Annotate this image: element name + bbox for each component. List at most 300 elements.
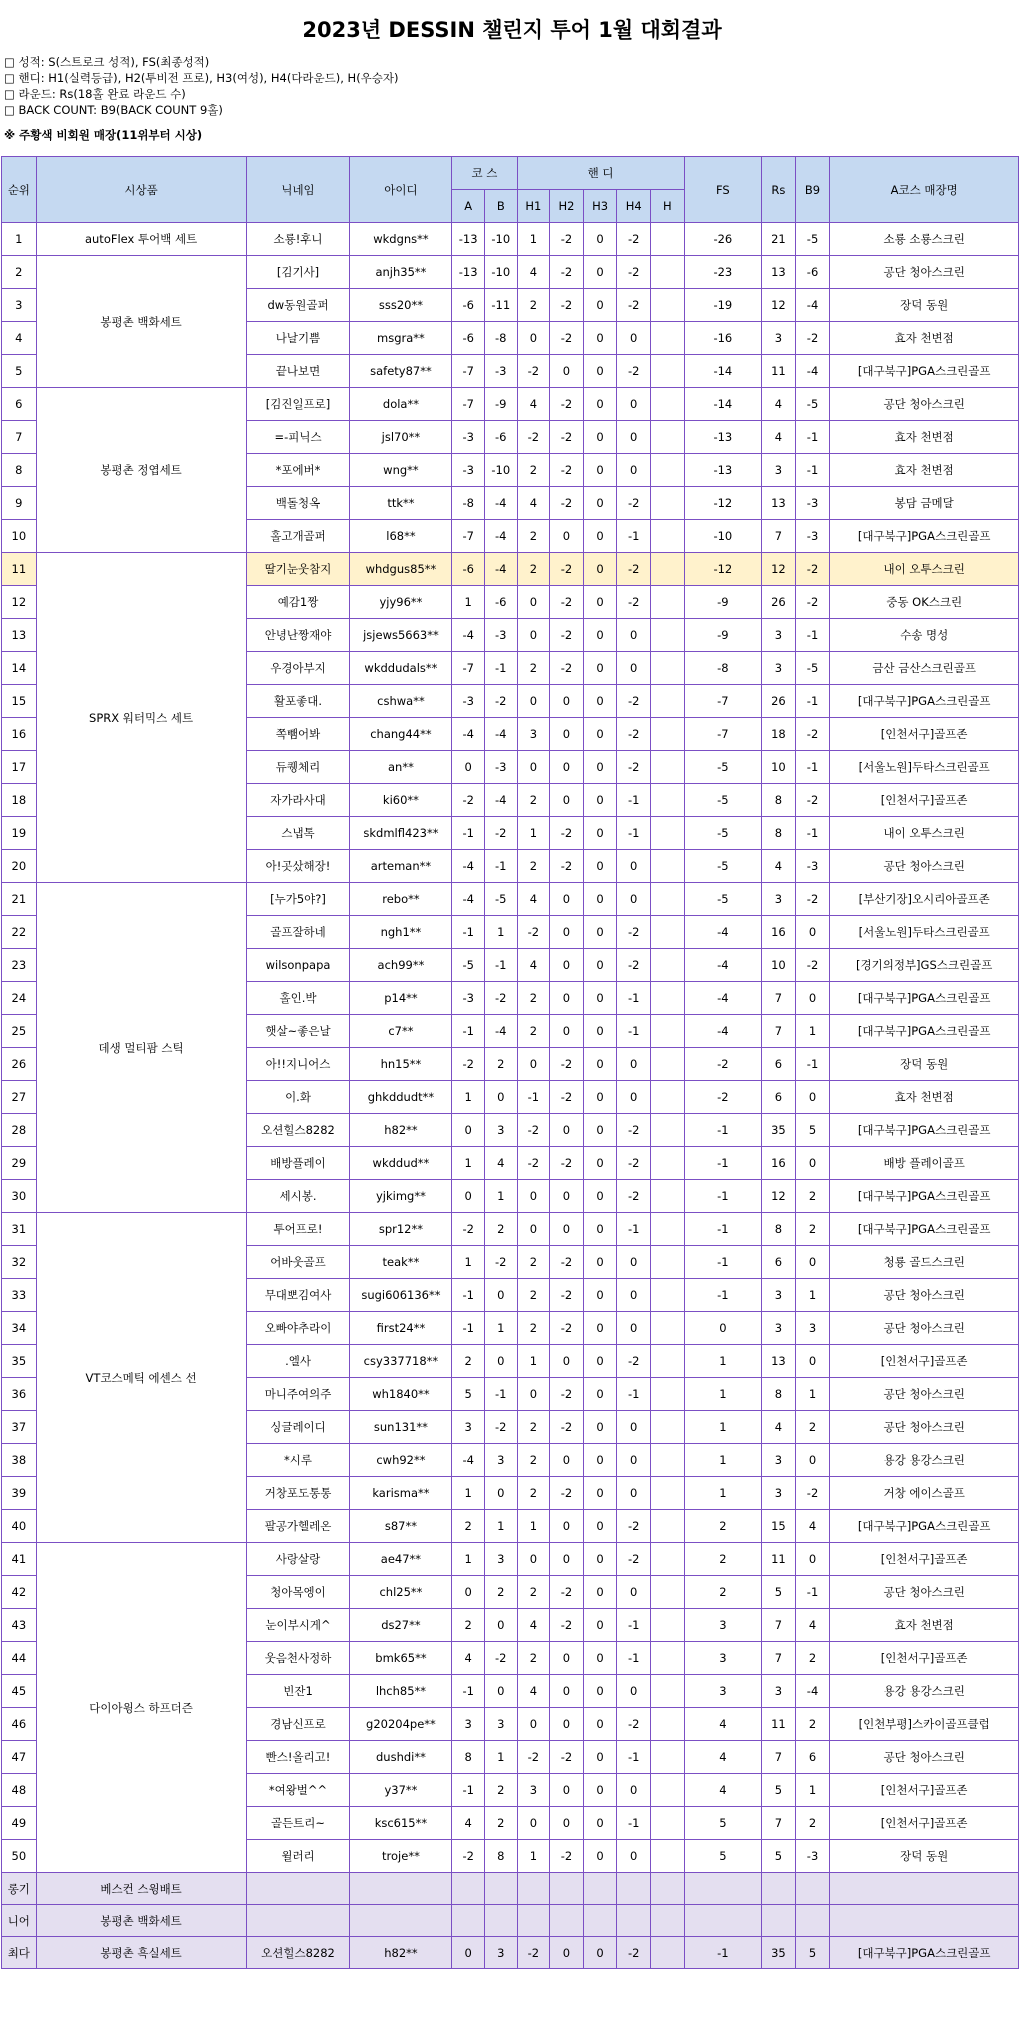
cell-rank: 7 <box>2 421 37 454</box>
cell-handi-h3: 0 <box>583 1708 617 1741</box>
cell-handi-h1: 4 <box>517 388 550 421</box>
table-row <box>2 1213 1019 1246</box>
cell-handi-h1: 0 <box>517 1543 550 1576</box>
cell-id: sun131** <box>350 1411 452 1444</box>
cell-handi-h <box>651 1081 685 1114</box>
special-cell <box>795 1905 830 1937</box>
cell-rank: 19 <box>2 817 37 850</box>
cell-id: dola** <box>350 388 452 421</box>
cell-handi-h4: 0 <box>617 1444 651 1477</box>
cell-handi-h2: 0 <box>550 751 584 784</box>
special-cell: 0 <box>583 1937 617 1969</box>
cell-rank: 12 <box>2 586 37 619</box>
header-h3: H3 <box>583 190 617 223</box>
cell-score-a: 0 <box>452 1576 485 1609</box>
cell-handi-h3: 0 <box>583 883 617 916</box>
cell-handi-h3: 0 <box>583 454 617 487</box>
cell-rank: 4 <box>2 322 37 355</box>
cell-id: anjh35** <box>350 256 452 289</box>
cell-back-count: 0 <box>795 1246 830 1279</box>
cell-store-name: 장덕 동원 <box>830 289 1019 322</box>
results-body <box>2 223 1019 1969</box>
cell-handi-h3: 0 <box>583 1543 617 1576</box>
cell-handi-h3: 0 <box>583 1279 617 1312</box>
cell-id: ki60** <box>350 784 452 817</box>
cell-back-count: 6 <box>795 1741 830 1774</box>
cell-store-name: 공단 청아스크린 <box>830 1279 1019 1312</box>
cell-store-name: [인천서구]골프존 <box>830 784 1019 817</box>
cell-handi-h2: 0 <box>550 916 584 949</box>
special-cell: 니어 <box>2 1905 37 1937</box>
cell-handi-h1: 0 <box>517 322 550 355</box>
cell-handi-h2: -2 <box>550 256 584 289</box>
cell-id: h82** <box>350 1114 452 1147</box>
cell-handi-h1: 2 <box>517 1576 550 1609</box>
cell-handi-h1: 2 <box>517 1279 550 1312</box>
table-row <box>2 256 1019 289</box>
cell-rounds: 16 <box>762 916 796 949</box>
cell-score-a: 1 <box>452 1477 485 1510</box>
cell-rounds: 4 <box>762 1411 796 1444</box>
cell-nickname: 우경아부지 <box>246 652 350 685</box>
cell-handi-h4: -2 <box>617 553 651 586</box>
cell-handi-h1: 0 <box>517 619 550 652</box>
cell-handi-h <box>651 850 685 883</box>
cell-rank: 8 <box>2 454 37 487</box>
cell-handi-h <box>651 223 685 256</box>
cell-back-count: -2 <box>795 949 830 982</box>
cell-handi-h4: 0 <box>617 619 651 652</box>
cell-final-score: 4 <box>684 1708 761 1741</box>
cell-id: skdmlfl423** <box>350 817 452 850</box>
cell-handi-h3: 0 <box>583 322 617 355</box>
cell-handi-h3: 0 <box>583 487 617 520</box>
cell-handi-h2: -2 <box>550 1081 584 1114</box>
cell-rank: 49 <box>2 1807 37 1840</box>
cell-handi-h3: 0 <box>583 1774 617 1807</box>
cell-handi-h4: 0 <box>617 421 651 454</box>
cell-rank: 23 <box>2 949 37 982</box>
cell-id: troje** <box>350 1840 452 1873</box>
note-line: □ 라운드: Rs(18홀 완료 라운드 수) <box>4 87 186 101</box>
cell-store-name: [대구북구]PGA스크린골프 <box>830 1213 1019 1246</box>
cell-handi-h3: 0 <box>583 718 617 751</box>
cell-rounds: 5 <box>762 1576 796 1609</box>
cell-rounds: 13 <box>762 1345 796 1378</box>
cell-nickname: 딸기눈웃참지 <box>246 553 350 586</box>
cell-store-name: 공단 청아스크린 <box>830 388 1019 421</box>
cell-handi-h3: 0 <box>583 586 617 619</box>
cell-score-a: 4 <box>452 1642 485 1675</box>
cell-rank: 42 <box>2 1576 37 1609</box>
cell-store-name: 소룡 소룡스크린 <box>830 223 1019 256</box>
cell-back-count: -2 <box>795 322 830 355</box>
cell-handi-h2: -2 <box>550 388 584 421</box>
cell-back-count: -4 <box>795 1675 830 1708</box>
table-row <box>2 883 1019 916</box>
cell-handi-h2: -2 <box>550 289 584 322</box>
cell-id: teak** <box>350 1246 452 1279</box>
special-cell <box>350 1905 452 1937</box>
cell-nickname: 듀퀭체리 <box>246 751 350 784</box>
warning-note: ※ 주황색 비회원 매장(11위부터 시상) <box>4 128 203 142</box>
cell-score-a: -6 <box>452 289 485 322</box>
cell-id: ach99** <box>350 949 452 982</box>
cell-handi-h4: -2 <box>617 916 651 949</box>
cell-final-score: -7 <box>684 718 761 751</box>
cell-handi-h4: -2 <box>617 685 651 718</box>
cell-handi-h <box>651 1774 685 1807</box>
cell-score-a: -2 <box>452 1213 485 1246</box>
cell-score-a: -1 <box>452 1774 485 1807</box>
cell-id: arteman** <box>350 850 452 883</box>
cell-score-b: -10 <box>484 223 517 256</box>
cell-rank: 18 <box>2 784 37 817</box>
cell-rounds: 11 <box>762 1708 796 1741</box>
cell-handi-h2: 0 <box>550 949 584 982</box>
cell-rank: 15 <box>2 685 37 718</box>
prize-cell: 봉평촌 정엽세트 <box>36 388 246 553</box>
cell-score-a: -4 <box>452 883 485 916</box>
cell-handi-h <box>651 388 685 421</box>
cell-handi-h2: -2 <box>550 1312 584 1345</box>
prize-cell: 봉평촌 백화세트 <box>36 256 246 388</box>
cell-handi-h2: -2 <box>550 619 584 652</box>
cell-nickname: 팔공가헬레온 <box>246 1510 350 1543</box>
cell-rounds: 3 <box>762 1477 796 1510</box>
cell-id: wkddudals** <box>350 652 452 685</box>
cell-id: sss20** <box>350 289 452 322</box>
cell-handi-h3: 0 <box>583 982 617 1015</box>
cell-id: lhch85** <box>350 1675 452 1708</box>
cell-handi-h <box>651 1642 685 1675</box>
cell-score-a: -1 <box>452 1015 485 1048</box>
special-cell <box>762 1905 796 1937</box>
cell-handi-h1: 1 <box>517 223 550 256</box>
header-fs: FS <box>684 157 761 223</box>
cell-rounds: 3 <box>762 652 796 685</box>
special-cell <box>651 1873 685 1905</box>
cell-handi-h1: -2 <box>517 916 550 949</box>
cell-handi-h1: 4 <box>517 949 550 982</box>
cell-score-b: -3 <box>484 355 517 388</box>
cell-id: safety87** <box>350 355 452 388</box>
cell-nickname: dw동원골퍼 <box>246 289 350 322</box>
cell-back-count: -5 <box>795 652 830 685</box>
cell-handi-h3: 0 <box>583 1444 617 1477</box>
cell-handi-h <box>651 1444 685 1477</box>
cell-back-count: -1 <box>795 751 830 784</box>
cell-rounds: 8 <box>762 784 796 817</box>
cell-rounds: 8 <box>762 1213 796 1246</box>
cell-rounds: 3 <box>762 619 796 652</box>
special-award-row <box>2 1873 1019 1905</box>
cell-rounds: 13 <box>762 487 796 520</box>
cell-rounds: 16 <box>762 1147 796 1180</box>
cell-rounds: 21 <box>762 223 796 256</box>
cell-score-b: 3 <box>484 1708 517 1741</box>
cell-rounds: 6 <box>762 1081 796 1114</box>
cell-handi-h1: -2 <box>517 1114 550 1147</box>
cell-rounds: 7 <box>762 1015 796 1048</box>
cell-back-count: -1 <box>795 454 830 487</box>
special-cell <box>484 1905 517 1937</box>
cell-store-name: 용강 용강스크린 <box>830 1444 1019 1477</box>
cell-rank: 35 <box>2 1345 37 1378</box>
cell-handi-h3: 0 <box>583 784 617 817</box>
cell-rank: 20 <box>2 850 37 883</box>
cell-store-name: 용강 용강스크린 <box>830 1675 1019 1708</box>
cell-score-a: -2 <box>452 1048 485 1081</box>
cell-handi-h1: 2 <box>517 1312 550 1345</box>
cell-id: cshwa** <box>350 685 452 718</box>
cell-handi-h4: -2 <box>617 223 651 256</box>
cell-back-count: 1 <box>795 1774 830 1807</box>
cell-score-b: -1 <box>484 850 517 883</box>
special-cell: 0 <box>550 1937 584 1969</box>
cell-final-score: -2 <box>684 1048 761 1081</box>
cell-score-b: -1 <box>484 949 517 982</box>
cell-handi-h1: 2 <box>517 289 550 322</box>
cell-rank: 9 <box>2 487 37 520</box>
cell-handi-h4: -2 <box>617 1147 651 1180</box>
cell-score-b: -1 <box>484 652 517 685</box>
cell-id: jsl70** <box>350 421 452 454</box>
cell-back-count: -1 <box>795 1576 830 1609</box>
cell-rank: 28 <box>2 1114 37 1147</box>
cell-final-score: -12 <box>684 487 761 520</box>
cell-back-count: -4 <box>795 289 830 322</box>
cell-final-score: -5 <box>684 883 761 916</box>
cell-score-a: -7 <box>452 652 485 685</box>
cell-handi-h <box>651 1609 685 1642</box>
cell-handi-h1: 4 <box>517 487 550 520</box>
cell-nickname: 나날기쁨 <box>246 322 350 355</box>
cell-rank: 31 <box>2 1213 37 1246</box>
cell-handi-h2: 0 <box>550 1510 584 1543</box>
cell-id: c7** <box>350 1015 452 1048</box>
cell-id: karisma** <box>350 1477 452 1510</box>
cell-id: cwh92** <box>350 1444 452 1477</box>
cell-back-count: 0 <box>795 1543 830 1576</box>
cell-handi-h1: -2 <box>517 421 550 454</box>
cell-store-name: 공단 청아스크린 <box>830 1576 1019 1609</box>
cell-handi-h4: 0 <box>617 1774 651 1807</box>
cell-rounds: 8 <box>762 817 796 850</box>
cell-back-count: -1 <box>795 685 830 718</box>
cell-handi-h <box>651 916 685 949</box>
table-row <box>2 1543 1019 1576</box>
cell-rank: 40 <box>2 1510 37 1543</box>
cell-handi-h2: 0 <box>550 1708 584 1741</box>
cell-handi-h2: -2 <box>550 487 584 520</box>
cell-score-b: -6 <box>484 421 517 454</box>
special-cell <box>684 1905 761 1937</box>
cell-rounds: 7 <box>762 1609 796 1642</box>
cell-final-score: -5 <box>684 817 761 850</box>
legend-notes <box>0 44 1024 156</box>
cell-rounds: 12 <box>762 289 796 322</box>
cell-id: p14** <box>350 982 452 1015</box>
cell-store-name: [인천부평]스카이골프클럽 <box>830 1708 1019 1741</box>
special-cell: 봉평촌 흑실세트 <box>36 1937 246 1969</box>
cell-nickname: 윌러리 <box>246 1840 350 1873</box>
cell-back-count: 4 <box>795 1609 830 1642</box>
cell-rank: 25 <box>2 1015 37 1048</box>
cell-handi-h2: 0 <box>550 718 584 751</box>
cell-handi-h4: -1 <box>617 817 651 850</box>
cell-handi-h3: 0 <box>583 652 617 685</box>
cell-rounds: 26 <box>762 685 796 718</box>
cell-final-score: -9 <box>684 586 761 619</box>
cell-score-a: 1 <box>452 586 485 619</box>
cell-handi-h4: 0 <box>617 850 651 883</box>
cell-score-b: -4 <box>484 487 517 520</box>
cell-handi-h2: -2 <box>550 553 584 586</box>
cell-score-a: -7 <box>452 388 485 421</box>
cell-handi-h2: -2 <box>550 1477 584 1510</box>
cell-handi-h4: 0 <box>617 1840 651 1873</box>
special-award-row <box>2 1937 1019 1969</box>
cell-nickname: =-피닉스 <box>246 421 350 454</box>
cell-handi-h4: -2 <box>617 949 651 982</box>
header-id: 아이디 <box>350 157 452 223</box>
cell-rounds: 12 <box>762 553 796 586</box>
cell-id: ngh1** <box>350 916 452 949</box>
table-row <box>2 553 1019 586</box>
cell-rank: 47 <box>2 1741 37 1774</box>
cell-rank: 46 <box>2 1708 37 1741</box>
cell-rank: 13 <box>2 619 37 652</box>
cell-store-name: 효자 천변점 <box>830 1081 1019 1114</box>
cell-score-a: -1 <box>452 1312 485 1345</box>
header-b: B <box>484 190 517 223</box>
cell-handi-h3: 0 <box>583 1246 617 1279</box>
prize-cell: 다이아윙스 하프더즌 <box>36 1543 246 1873</box>
cell-nickname: 백돌청옥 <box>246 487 350 520</box>
special-cell <box>452 1873 485 1905</box>
cell-handi-h2: 0 <box>550 1345 584 1378</box>
cell-handi-h3: 0 <box>583 1081 617 1114</box>
cell-handi-h <box>651 652 685 685</box>
cell-handi-h2: 0 <box>550 1180 584 1213</box>
cell-handi-h <box>651 289 685 322</box>
cell-score-b: 4 <box>484 1147 517 1180</box>
cell-back-count: 2 <box>795 1708 830 1741</box>
cell-score-b: 0 <box>484 1081 517 1114</box>
cell-handi-h4: -1 <box>617 520 651 553</box>
cell-handi-h4: -2 <box>617 718 651 751</box>
cell-id: wng** <box>350 454 452 487</box>
cell-handi-h <box>651 883 685 916</box>
cell-rank: 43 <box>2 1609 37 1642</box>
cell-handi-h2: -2 <box>550 223 584 256</box>
cell-handi-h <box>651 1147 685 1180</box>
prize-cell: SPRX 워터믹스 세트 <box>36 553 246 883</box>
cell-handi-h4: -2 <box>617 1708 651 1741</box>
cell-final-score: -2 <box>684 1081 761 1114</box>
results-table <box>1 156 1019 1969</box>
cell-id: jsjews5663** <box>350 619 452 652</box>
cell-handi-h2: 0 <box>550 1114 584 1147</box>
cell-rounds: 8 <box>762 1378 796 1411</box>
cell-score-a: 2 <box>452 1345 485 1378</box>
cell-rank: 48 <box>2 1774 37 1807</box>
cell-score-a: 1 <box>452 1147 485 1180</box>
cell-final-score: -19 <box>684 289 761 322</box>
cell-rank: 38 <box>2 1444 37 1477</box>
cell-handi-h3: 0 <box>583 1576 617 1609</box>
cell-store-name: [대구북구]PGA스크린골프 <box>830 1114 1019 1147</box>
cell-back-count: -2 <box>795 784 830 817</box>
cell-final-score: -13 <box>684 421 761 454</box>
cell-back-count: 0 <box>795 982 830 1015</box>
header-course: 코 스 <box>452 157 517 190</box>
cell-handi-h <box>651 1543 685 1576</box>
cell-rank: 44 <box>2 1642 37 1675</box>
cell-score-b: 0 <box>484 1609 517 1642</box>
special-cell: 3 <box>484 1937 517 1969</box>
cell-handi-h1: 1 <box>517 817 550 850</box>
cell-handi-h1: 2 <box>517 850 550 883</box>
cell-score-b: -2 <box>484 685 517 718</box>
cell-rank: 5 <box>2 355 37 388</box>
cell-handi-h2: 0 <box>550 1015 584 1048</box>
cell-id: chl25** <box>350 1576 452 1609</box>
special-cell <box>617 1873 651 1905</box>
cell-handi-h1: 4 <box>517 883 550 916</box>
cell-handi-h2: -2 <box>550 1609 584 1642</box>
cell-back-count: 0 <box>795 1081 830 1114</box>
cell-final-score: 5 <box>684 1840 761 1873</box>
cell-final-score: 0 <box>684 1312 761 1345</box>
cell-score-b: -11 <box>484 289 517 322</box>
cell-store-name: 공단 청아스크린 <box>830 1378 1019 1411</box>
cell-handi-h1: 1 <box>517 1510 550 1543</box>
cell-back-count: 2 <box>795 1213 830 1246</box>
cell-rounds: 3 <box>762 454 796 487</box>
cell-final-score: -12 <box>684 553 761 586</box>
cell-handi-h4: -2 <box>617 355 651 388</box>
cell-id: hn15** <box>350 1048 452 1081</box>
cell-handi-h1: 3 <box>517 718 550 751</box>
cell-final-score: -4 <box>684 916 761 949</box>
cell-store-name: 배방 플레이골프 <box>830 1147 1019 1180</box>
cell-rounds: 7 <box>762 520 796 553</box>
cell-handi-h3: 0 <box>583 1378 617 1411</box>
cell-handi-h2: 0 <box>550 1807 584 1840</box>
cell-store-name: 금산 금산스크린골프 <box>830 652 1019 685</box>
cell-handi-h <box>651 256 685 289</box>
cell-store-name: 효자 천변점 <box>830 1609 1019 1642</box>
cell-rounds: 3 <box>762 1444 796 1477</box>
cell-score-b: 8 <box>484 1840 517 1873</box>
cell-store-name: 공단 청아스크린 <box>830 1411 1019 1444</box>
cell-handi-h <box>651 322 685 355</box>
cell-score-a: -3 <box>452 421 485 454</box>
cell-rounds: 4 <box>762 850 796 883</box>
cell-handi-h1: 0 <box>517 751 550 784</box>
special-cell <box>583 1873 617 1905</box>
cell-final-score: -1 <box>684 1213 761 1246</box>
cell-store-name: [인천서구]골프존 <box>830 1642 1019 1675</box>
cell-score-a: 0 <box>452 1114 485 1147</box>
cell-score-a: -3 <box>452 685 485 718</box>
cell-score-a: -4 <box>452 850 485 883</box>
cell-score-a: 0 <box>452 751 485 784</box>
cell-score-a: -1 <box>452 1675 485 1708</box>
header-rs: Rs <box>762 157 796 223</box>
